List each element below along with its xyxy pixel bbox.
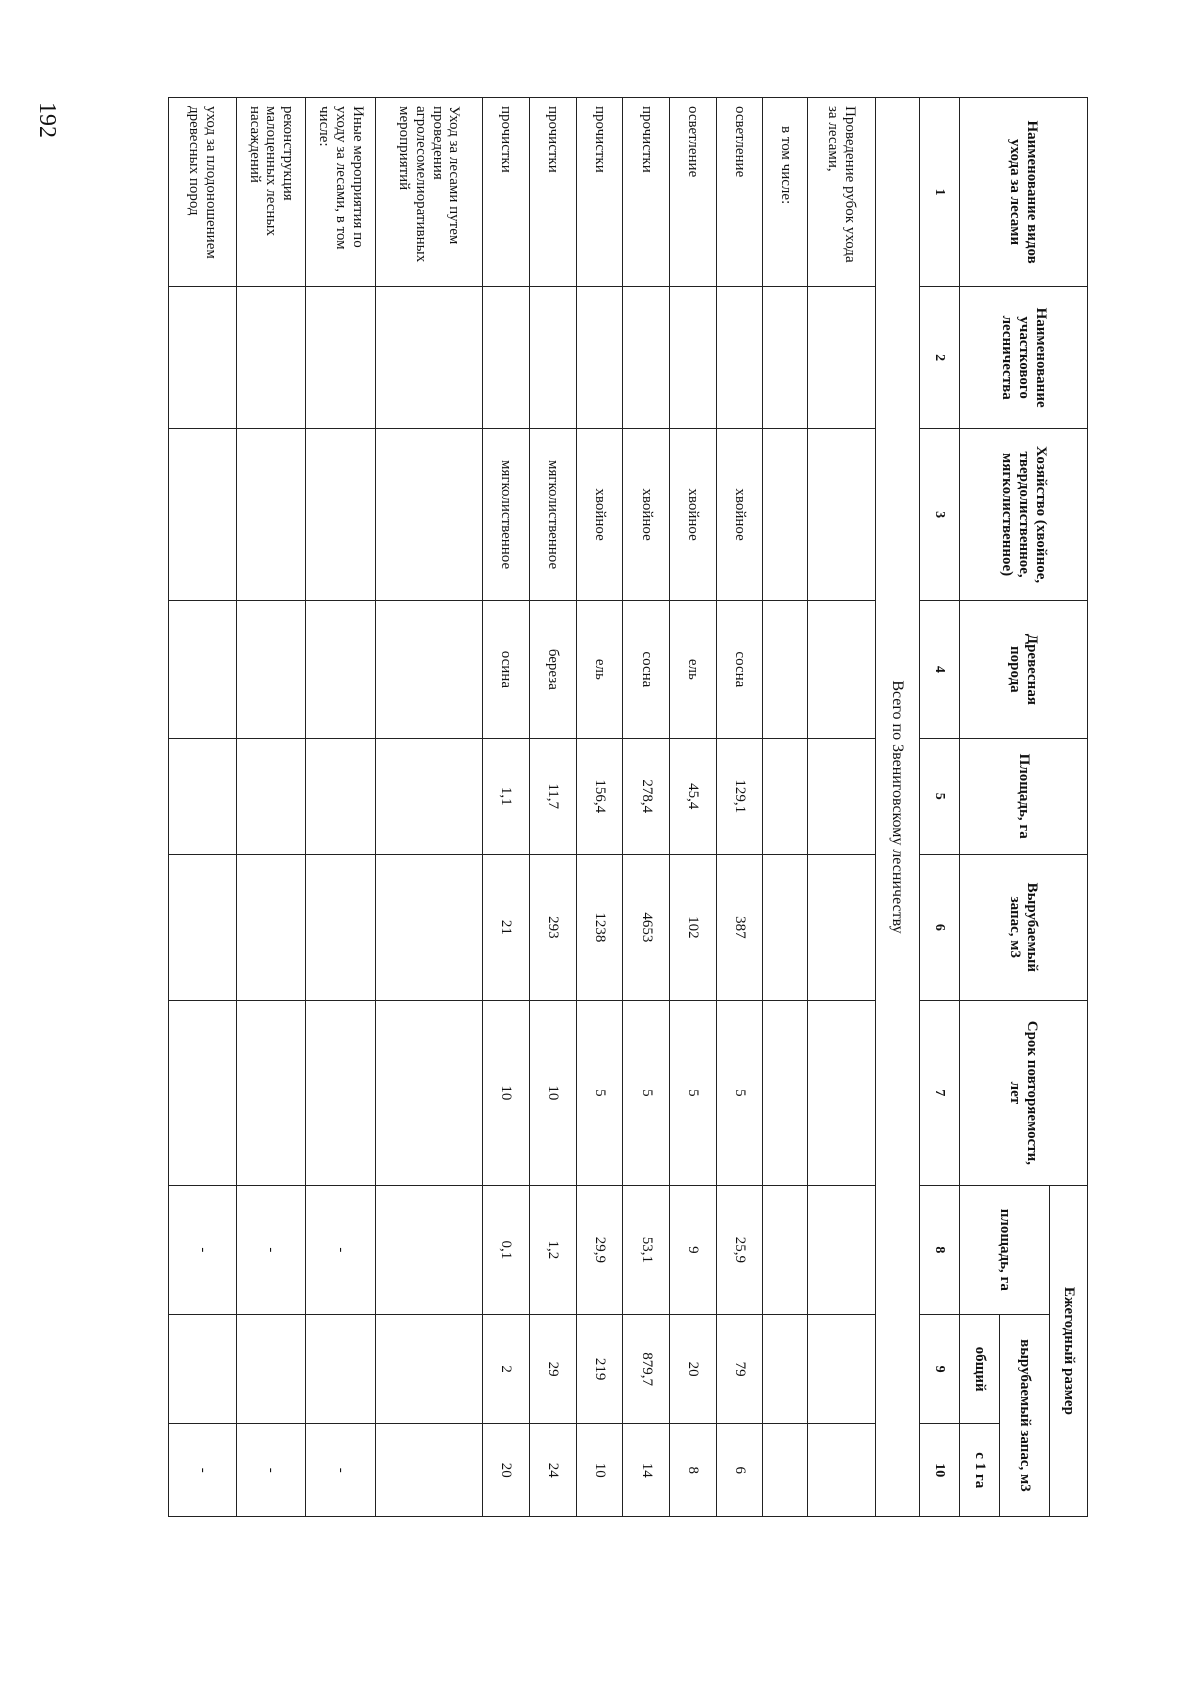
annual-per-ha-cell xyxy=(763,1424,807,1517)
table-row xyxy=(716,98,763,1517)
annual-total-cell xyxy=(807,1314,875,1424)
forest-care-table xyxy=(168,97,1088,1517)
annual-area-cell xyxy=(763,1185,807,1314)
forestry-cell xyxy=(763,287,807,429)
header-annual-per-ha: с 1 га xyxy=(960,1424,1000,1517)
farm-type-cell: хвойное xyxy=(623,429,670,601)
area-cell xyxy=(306,738,375,854)
period-cell: 5 xyxy=(576,1000,623,1185)
area-cell xyxy=(807,738,875,854)
care-type-cell: Уход за лесами путем проведения агролесомелиоративных мероприятий xyxy=(375,98,482,287)
farm-type-cell: хвойное xyxy=(716,429,763,601)
annual-total-cell: 879,7 xyxy=(623,1314,670,1424)
care-type-cell: осветление xyxy=(716,98,763,287)
farm-type-cell xyxy=(763,429,807,601)
period-cell: 10 xyxy=(529,1000,576,1185)
annual-area-cell: 29,9 xyxy=(576,1185,623,1314)
column-number: 5 xyxy=(920,738,960,854)
stock-cell xyxy=(236,854,305,1000)
forestry-cell xyxy=(623,287,670,429)
annual-per-ha-cell: 8 xyxy=(670,1424,717,1517)
period-cell xyxy=(763,1000,807,1185)
species-cell: ель xyxy=(670,601,717,739)
area-cell xyxy=(169,738,237,854)
annual-area-cell: 53,1 xyxy=(623,1185,670,1314)
annual-area-cell xyxy=(807,1185,875,1314)
annual-area-cell: 0,1 xyxy=(483,1185,530,1314)
area-cell xyxy=(236,738,305,854)
species-cell: сосна xyxy=(623,601,670,739)
farm-type-cell xyxy=(375,429,482,601)
forestry-cell xyxy=(236,287,305,429)
farm-type-cell: мягколиственное xyxy=(529,429,576,601)
forestry-cell xyxy=(670,287,717,429)
column-number: 10 xyxy=(920,1424,960,1517)
table-row xyxy=(576,98,623,1517)
column-number: 1 xyxy=(920,98,960,287)
header-annual-total: общий xyxy=(960,1314,1000,1424)
header-farm-type: Хозяйство (хвойное, твердолиственное, мягколиственное) xyxy=(960,429,1088,601)
column-number: 9 xyxy=(920,1314,960,1424)
header-annual-stock: вырубаемый запас, м3 xyxy=(1000,1314,1050,1516)
table-row xyxy=(807,98,875,1517)
forestry-cell xyxy=(483,287,530,429)
annual-per-ha-cell xyxy=(375,1424,482,1517)
column-number: 7 xyxy=(920,1000,960,1185)
stock-cell: 102 xyxy=(670,854,717,1000)
annual-area-cell xyxy=(375,1185,482,1314)
stock-cell: 1238 xyxy=(576,854,623,1000)
area-cell: 11,7 xyxy=(529,738,576,854)
table-row xyxy=(236,98,305,1517)
area-cell: 45,4 xyxy=(670,738,717,854)
column-number: 2 xyxy=(920,287,960,429)
annual-total-cell xyxy=(236,1314,305,1424)
section-row xyxy=(875,98,919,1517)
period-cell: 10 xyxy=(483,1000,530,1185)
forestry-cell xyxy=(807,287,875,429)
table-row xyxy=(670,98,717,1517)
period-cell xyxy=(375,1000,482,1185)
header-stock: Вырубаемый запас, м3 xyxy=(960,854,1088,1000)
annual-per-ha-cell: - xyxy=(236,1424,305,1517)
annual-area-cell: 9 xyxy=(670,1185,717,1314)
farm-type-cell xyxy=(169,429,237,601)
care-type-cell: осветление xyxy=(670,98,717,287)
period-cell xyxy=(306,1000,375,1185)
annual-per-ha-cell: 20 xyxy=(483,1424,530,1517)
header-period: Срок повторяемости, лет xyxy=(960,1000,1088,1185)
species-cell xyxy=(763,601,807,739)
annual-total-cell xyxy=(306,1314,375,1424)
area-cell: 129,1 xyxy=(716,738,763,854)
annual-total-cell: 79 xyxy=(716,1314,763,1424)
area-cell: 1,1 xyxy=(483,738,530,854)
annual-per-ha-cell: 6 xyxy=(716,1424,763,1517)
care-type-cell: Иные мероприятия по уходу за лесами, в том числе: xyxy=(306,98,375,287)
species-cell xyxy=(375,601,482,739)
stock-cell xyxy=(306,854,375,1000)
column-number: 8 xyxy=(920,1185,960,1314)
column-number: 4 xyxy=(920,601,960,739)
column-number-row xyxy=(920,98,960,1517)
period-cell xyxy=(169,1000,237,1185)
care-type-cell: прочистки xyxy=(623,98,670,287)
species-cell xyxy=(236,601,305,739)
period-cell: 5 xyxy=(670,1000,717,1185)
period-cell: 5 xyxy=(716,1000,763,1185)
species-cell: сосна xyxy=(716,601,763,739)
farm-type-cell: хвойное xyxy=(670,429,717,601)
annual-area-cell: - xyxy=(306,1185,375,1314)
forestry-cell xyxy=(306,287,375,429)
annual-total-cell xyxy=(169,1314,237,1424)
annual-per-ha-cell: - xyxy=(306,1424,375,1517)
column-number: 6 xyxy=(920,854,960,1000)
period-cell xyxy=(236,1000,305,1185)
annual-area-cell: - xyxy=(169,1185,237,1314)
period-cell xyxy=(807,1000,875,1185)
table-row xyxy=(483,98,530,1517)
species-cell xyxy=(807,601,875,739)
forestry-cell xyxy=(529,287,576,429)
care-type-cell: Проведение рубок ухода за лесами, xyxy=(807,98,875,287)
care-type-cell: прочистки xyxy=(529,98,576,287)
farm-type-cell: хвойное xyxy=(576,429,623,601)
header-species: Древесная порода xyxy=(960,601,1088,739)
annual-total-cell xyxy=(763,1314,807,1424)
farm-type-cell xyxy=(306,429,375,601)
stock-cell: 21 xyxy=(483,854,530,1000)
annual-total-cell: 2 xyxy=(483,1314,530,1424)
stock-cell xyxy=(763,854,807,1000)
care-type-cell: реконструкция малоценных лесных насаждений xyxy=(236,98,305,287)
species-cell xyxy=(169,601,237,739)
area-cell: 156,4 xyxy=(576,738,623,854)
annual-total-cell xyxy=(375,1314,482,1424)
annual-area-cell: 25,9 xyxy=(716,1185,763,1314)
annual-area-cell: 1,2 xyxy=(529,1185,576,1314)
area-cell: 278,4 xyxy=(623,738,670,854)
farm-type-cell xyxy=(236,429,305,601)
header-care-type: Наименование видов ухода за лесами xyxy=(960,98,1088,287)
column-number: 3 xyxy=(920,429,960,601)
care-type-cell: в том числе: xyxy=(763,98,807,287)
annual-per-ha-cell: 14 xyxy=(623,1424,670,1517)
stock-cell xyxy=(807,854,875,1000)
header-annual-area: площадь, га xyxy=(960,1185,1050,1314)
annual-total-cell: 20 xyxy=(670,1314,717,1424)
area-cell xyxy=(375,738,482,854)
annual-total-cell: 29 xyxy=(529,1314,576,1424)
stock-cell: 387 xyxy=(716,854,763,1000)
header-forestry: Наименование участкового лесничества xyxy=(960,287,1088,429)
stock-cell: 293 xyxy=(529,854,576,1000)
species-cell xyxy=(306,601,375,739)
annual-total-cell: 219 xyxy=(576,1314,623,1424)
care-type-cell: прочистки xyxy=(483,98,530,287)
annual-per-ha-cell: - xyxy=(169,1424,237,1517)
annual-area-cell: - xyxy=(236,1185,305,1314)
annual-per-ha-cell: 10 xyxy=(576,1424,623,1517)
stock-cell xyxy=(169,854,237,1000)
stock-cell xyxy=(375,854,482,1000)
annual-per-ha-cell: 24 xyxy=(529,1424,576,1517)
farm-type-cell xyxy=(807,429,875,601)
period-cell: 5 xyxy=(623,1000,670,1185)
species-cell: береза xyxy=(529,601,576,739)
care-type-cell: уход за плодоношением древесных пород xyxy=(169,98,237,287)
forestry-cell xyxy=(716,287,763,429)
care-type-cell: прочистки xyxy=(576,98,623,287)
section-title: Всего по Звениговскому лесничеству xyxy=(875,98,919,1517)
species-cell: осина xyxy=(483,601,530,739)
table-row xyxy=(375,98,482,1517)
table-body xyxy=(169,98,920,1517)
stock-cell: 4653 xyxy=(623,854,670,1000)
area-cell xyxy=(763,738,807,854)
table-row xyxy=(763,98,807,1517)
forestry-cell xyxy=(375,287,482,429)
header-annual: Ежегодный размер xyxy=(1050,1185,1088,1516)
table-row xyxy=(169,98,237,1517)
header-area: Площадь, га xyxy=(960,738,1088,854)
species-cell: ель xyxy=(576,601,623,739)
table-row xyxy=(623,98,670,1517)
page-number: 192 xyxy=(34,102,60,138)
farm-type-cell: мягколиственное xyxy=(483,429,530,601)
forestry-cell xyxy=(169,287,237,429)
table-row xyxy=(306,98,375,1517)
annual-per-ha-cell xyxy=(807,1424,875,1517)
forestry-cell xyxy=(576,287,623,429)
rotated-table-sheet xyxy=(168,97,1088,1517)
table-row xyxy=(529,98,576,1517)
